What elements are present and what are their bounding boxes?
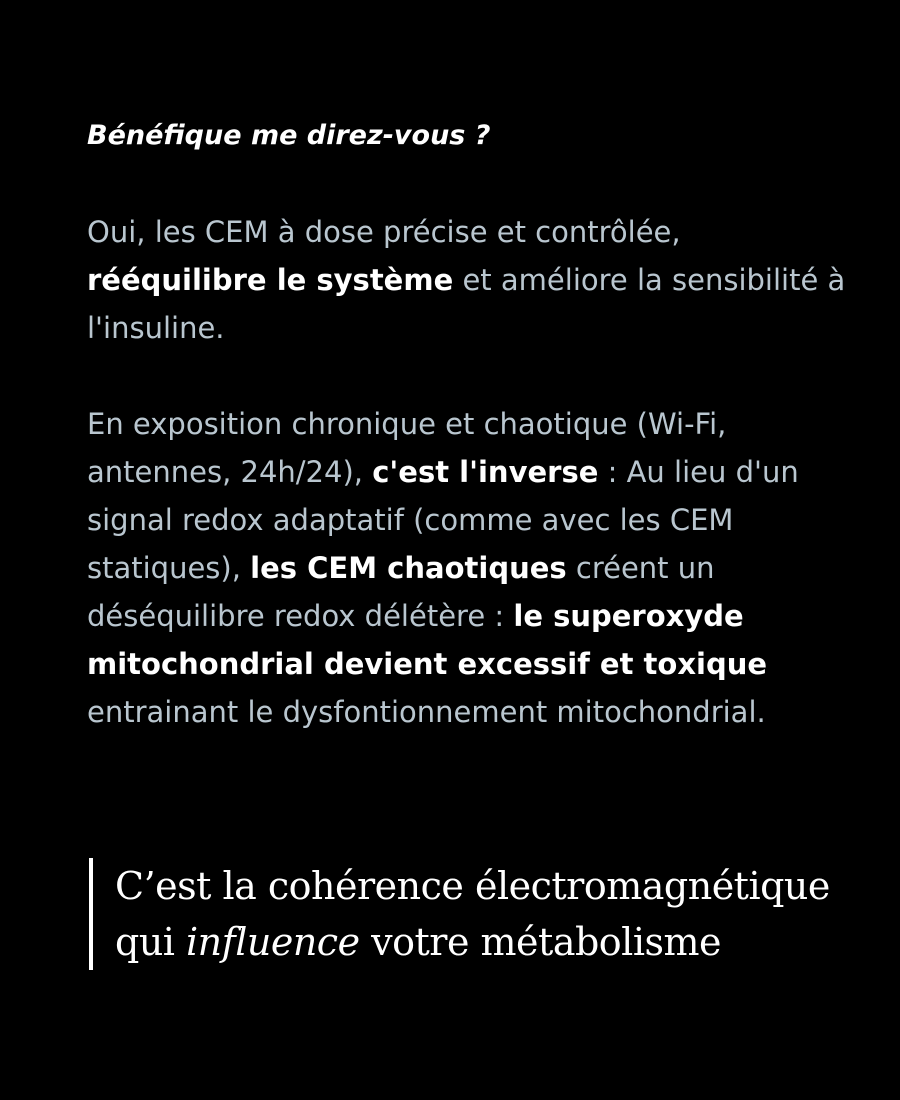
paragraph-chaotic-bold-3: le superoxyde mitochondrial devient excessif et toxique <box>87 599 768 681</box>
paragraph-chaotic-text-2: : Au lieu d'un signal redox adaptatif (comme avec les CEM statiques), <box>87 455 799 585</box>
paragraph-insulin-text-1: Oui, les CEM à dose précise et contrôlée, <box>87 215 681 249</box>
pull-quote-line-2-pre: qui <box>115 920 187 964</box>
pull-quote <box>89 858 875 970</box>
paragraph-insulin <box>87 208 847 352</box>
body-text-block <box>87 112 847 736</box>
pull-quote-line-2-post: votre métabolisme <box>359 920 722 964</box>
paragraph-chaotic-bold-1: c'est l'inverse <box>372 455 599 489</box>
paragraph-insulin-text-2: et améliore la sensibilité à l'insuline. <box>87 263 846 345</box>
pull-quote-italic-word: influence <box>186 920 360 964</box>
paragraph-chaotic-text-3: créent un déséquilibre redox délétère : <box>87 551 715 633</box>
paragraph-chaotic <box>87 400 847 736</box>
paragraph-insulin-bold-1: rééquilibre le système <box>87 263 454 297</box>
pull-quote-line-1: C’est la cohérence électromagnétique <box>115 864 830 908</box>
paragraph-chaotic-bold-2: les CEM chaotiques <box>250 551 567 585</box>
paragraph-chaotic-text-4: entrainant le dysfontionnement mitochondrial. <box>87 695 766 729</box>
heading: Bénéfique me direz-vous ? <box>87 120 491 151</box>
paragraph-chaotic-text-1: En exposition chronique et chaotique (Wi-Fi, antennes, 24h/24), <box>87 407 727 489</box>
pull-quote-line-2 <box>115 914 875 970</box>
